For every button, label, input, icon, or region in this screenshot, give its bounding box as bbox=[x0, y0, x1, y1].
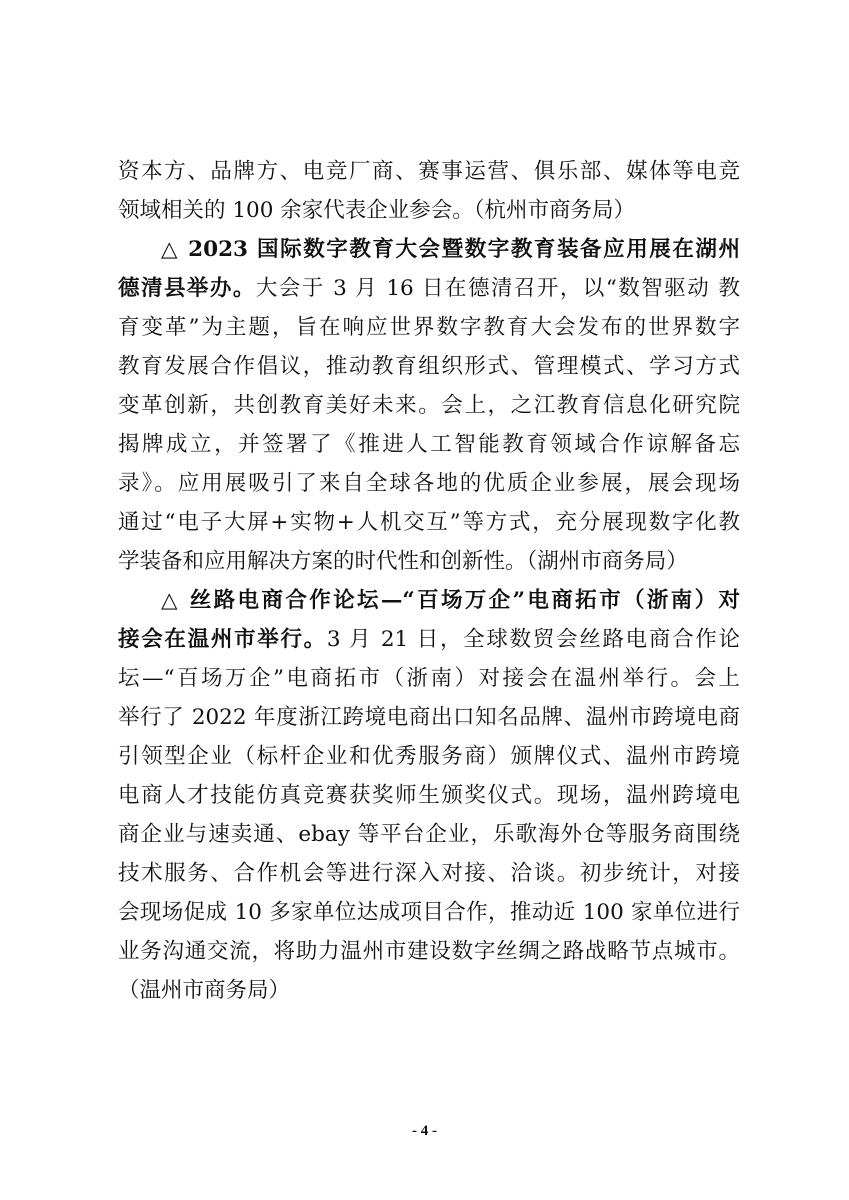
body-text-segment: 业务沟通交流，将助力温州市建设数字丝绸之路战略节点城市。 bbox=[118, 939, 740, 964]
body-text-segment: 大会于 3 月 16 日在德清召开，以“数智驱动 教 bbox=[255, 276, 740, 301]
text-line bbox=[118, 971, 740, 1010]
text-line bbox=[118, 737, 740, 776]
page-number: - 4 - bbox=[412, 1123, 437, 1139]
text-line bbox=[118, 698, 740, 737]
bold-heading-text: 接会在温州市举行。 bbox=[118, 627, 327, 652]
body-text-segment: 揭牌成立，并签署了《推进人工智能教育领域合作谅解备忘 bbox=[118, 432, 740, 457]
body-text-segment: 商企业与速卖通、ebay 等平台企业，乐歌海外仓等服务商围绕 bbox=[118, 822, 740, 847]
text-line bbox=[118, 269, 740, 308]
body-text-segment: 会现场促成 10 多家单位达成项目合作，推动近 100 家单位进行 bbox=[118, 900, 740, 925]
body-text-segment: 举行了 2022 年度浙江跨境电商出口知名品牌、温州市跨境电商 bbox=[118, 705, 740, 730]
text-line bbox=[118, 815, 740, 854]
body-text-segment: 变革创新，共创教育美好未来。会上，之江教育信息化研究院 bbox=[118, 393, 740, 418]
text-line bbox=[118, 191, 740, 230]
body-text-segment: 3 月 21 日，全球数贸会丝路电商合作论 bbox=[326, 627, 740, 652]
text-line bbox=[118, 776, 740, 815]
text-line bbox=[118, 542, 740, 581]
text-line bbox=[118, 464, 740, 503]
body-text-segment: 通过“电子大屏+实物+人机交互”等方式，充分展现数字化教 bbox=[118, 510, 740, 535]
body-text-segment: 教育发展合作倡议，推动教育组织形式、管理模式、学习方式 bbox=[118, 354, 740, 379]
bold-heading-text: 德清县举办。 bbox=[118, 276, 256, 301]
paragraph bbox=[118, 152, 740, 230]
body-text-segment: 坛—“百场万企”电商拓市（浙南）对接会在温州举行。会上 bbox=[118, 666, 740, 691]
text-line bbox=[118, 854, 740, 893]
text-line bbox=[118, 893, 740, 932]
body-text-segment: 录》。应用展吸引了来自全球各地的优质企业参展，展会现场 bbox=[118, 471, 740, 496]
body-text bbox=[118, 152, 740, 1010]
body-text-segment: 育变革”为主题，旨在响应世界数字教育大会发布的世界数字 bbox=[118, 315, 740, 340]
text-line bbox=[118, 152, 740, 191]
text-line bbox=[118, 659, 740, 698]
text-line bbox=[118, 230, 740, 269]
text-line bbox=[118, 581, 740, 620]
body-text-segment: 领域相关的 100 余家代表企业参会。（杭州市商务局） bbox=[118, 198, 635, 223]
body-text-segment: 学装备和应用解决方案的时代性和创新性。（湖州市商务局） bbox=[118, 549, 688, 574]
paragraph bbox=[118, 581, 740, 1010]
text-line bbox=[118, 932, 740, 971]
text-line bbox=[118, 386, 740, 425]
body-text-segment: 技术服务、合作机会等进行深入对接、洽谈。初步统计，对接 bbox=[118, 861, 740, 886]
bold-heading-text: △ 2023 国际数字教育大会暨数字教育装备应用展在湖州 bbox=[161, 237, 740, 262]
text-line bbox=[118, 620, 740, 659]
text-line bbox=[118, 308, 740, 347]
text-line bbox=[118, 347, 740, 386]
body-text-segment: 资本方、品牌方、电竞厂商、赛事运营、俱乐部、媒体等电竞 bbox=[118, 159, 740, 184]
bold-heading-text: △ 丝路电商合作论坛—“百场万企”电商拓市（浙南）对 bbox=[161, 588, 740, 613]
body-text-segment: 引领型企业（标杆企业和优秀服务商）颁牌仪式、温州市跨境 bbox=[118, 744, 740, 769]
body-text-segment: 电商人才技能仿真竞赛获奖师生颁奖仪式。现场，温州跨境电 bbox=[118, 783, 740, 808]
text-line bbox=[118, 425, 740, 464]
paragraph bbox=[118, 230, 740, 581]
text-line bbox=[118, 503, 740, 542]
body-text-segment: （温州市商务局） bbox=[118, 978, 291, 1003]
